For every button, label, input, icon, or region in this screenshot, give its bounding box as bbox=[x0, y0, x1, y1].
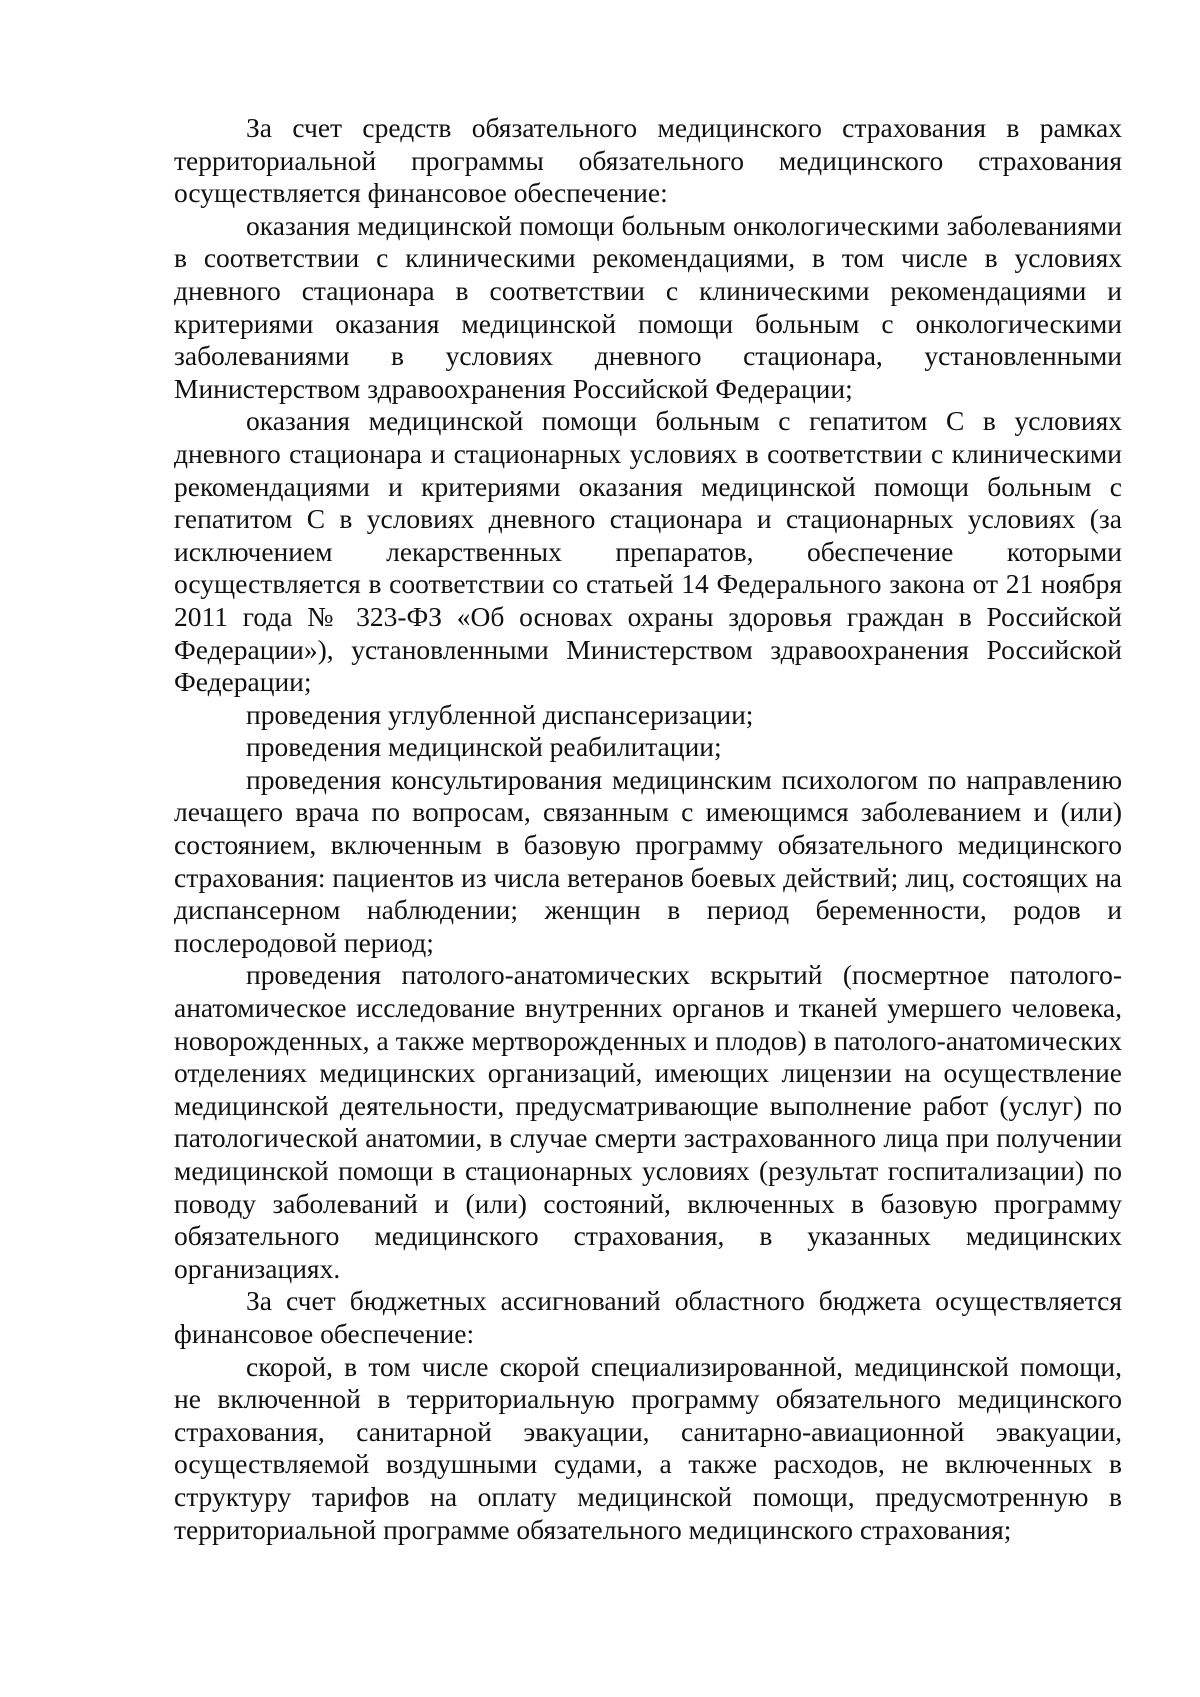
paragraph-autopsies: проведения патолого-анатомических вскрытий (посмертное патолого-анатомическое исследование внутренних органов и тканей умершего человека, новорожденных, а также мертворожденных и плодов) в патолого-анатомических отделениях медицинских организаций, имеющих лицензии на осуществление медицинской деятельности, предусматривающие выполнение работ (услуг) по патологической анатомии, в случае смерти застрахованного лица при получении медицинской помощи в стационарных условиях (результат госпитализации) по поводу заболеваний и (или) состояний, включенных в базовую программу обязательного медицинского страхования, в указанных медицинских организациях. bbox=[174, 959, 1122, 1284]
paragraph-dispensary: проведения углубленной диспансеризации; bbox=[246, 698, 754, 730]
paragraph-regional-budget-intro: За счет бюджетных ассигнований областного бюджета осуществляется финансовое обеспечение: bbox=[174, 1285, 1122, 1349]
paragraph-rehabilitation: проведения медицинской реабилитации; bbox=[246, 731, 722, 763]
document-page bbox=[174, 112, 1122, 1546]
paragraph-hepatitis-c: оказания медицинской помощи больным с гепатитом С в условиях дневного стационара и стационарных условиях в соответствии с клиническими рекомендациями и критериями оказания медицинской помощи больным с гепатитом С в условиях дневного стационара и стационарных условиях (за исключением лекарственных препаратов, обеспечение которыми осуществляется в соответствии со статьей 14 Федерального закона от 21 ноября 2011 года № 323-ФЗ «Об основах охраны здоровья граждан в Российской Федерации»), установленными Министерством здравоохранения Российской Федерации; bbox=[174, 405, 1122, 698]
paragraph-emergency-care: скорой, в том числе скорой специализированной, медицинской помощи, не включенной в территориальную программу обязательного медицинского страхования, санитарной эвакуации, санитарно-авиационной эвакуации, осуществляемой воздушными судами, а также расходов, не включенных в структуру тарифов на оплату медицинской помощи, предусмотренную в территориальной программе обязательного медицинского страхования; bbox=[174, 1350, 1122, 1545]
paragraph-oms-intro: За счет средств обязательного медицинского страхования в рамках территориальной программы обязательного медицинского страхования осуществляется финансовое обеспечение: bbox=[174, 112, 1122, 209]
paragraph-psychologist: проведения консультирования медицинским психологом по направлению лечащего врача по вопросам, связанным с имеющимся заболеванием и (или) состоянием, включенным в базовую программу обязательного медицинского страхования: пациентов из числа ветеранов боевых действий; лиц, состоящих на диспансерном наблюдении; женщин в период беременности, родов и послеродовой период; bbox=[174, 763, 1122, 958]
paragraph-oncology: оказания медицинской помощи больным онкологическими заболеваниями в соответствии с клиническими рекомендациями, в том числе в условиях дневного стационара в соответствии с клиническими рекомендациями и критериями оказания медицинской помощи больным с онкологическими заболеваниями в условиях дневного стационара, установленными Министерством здравоохранения Российской Федерации; bbox=[174, 209, 1122, 404]
